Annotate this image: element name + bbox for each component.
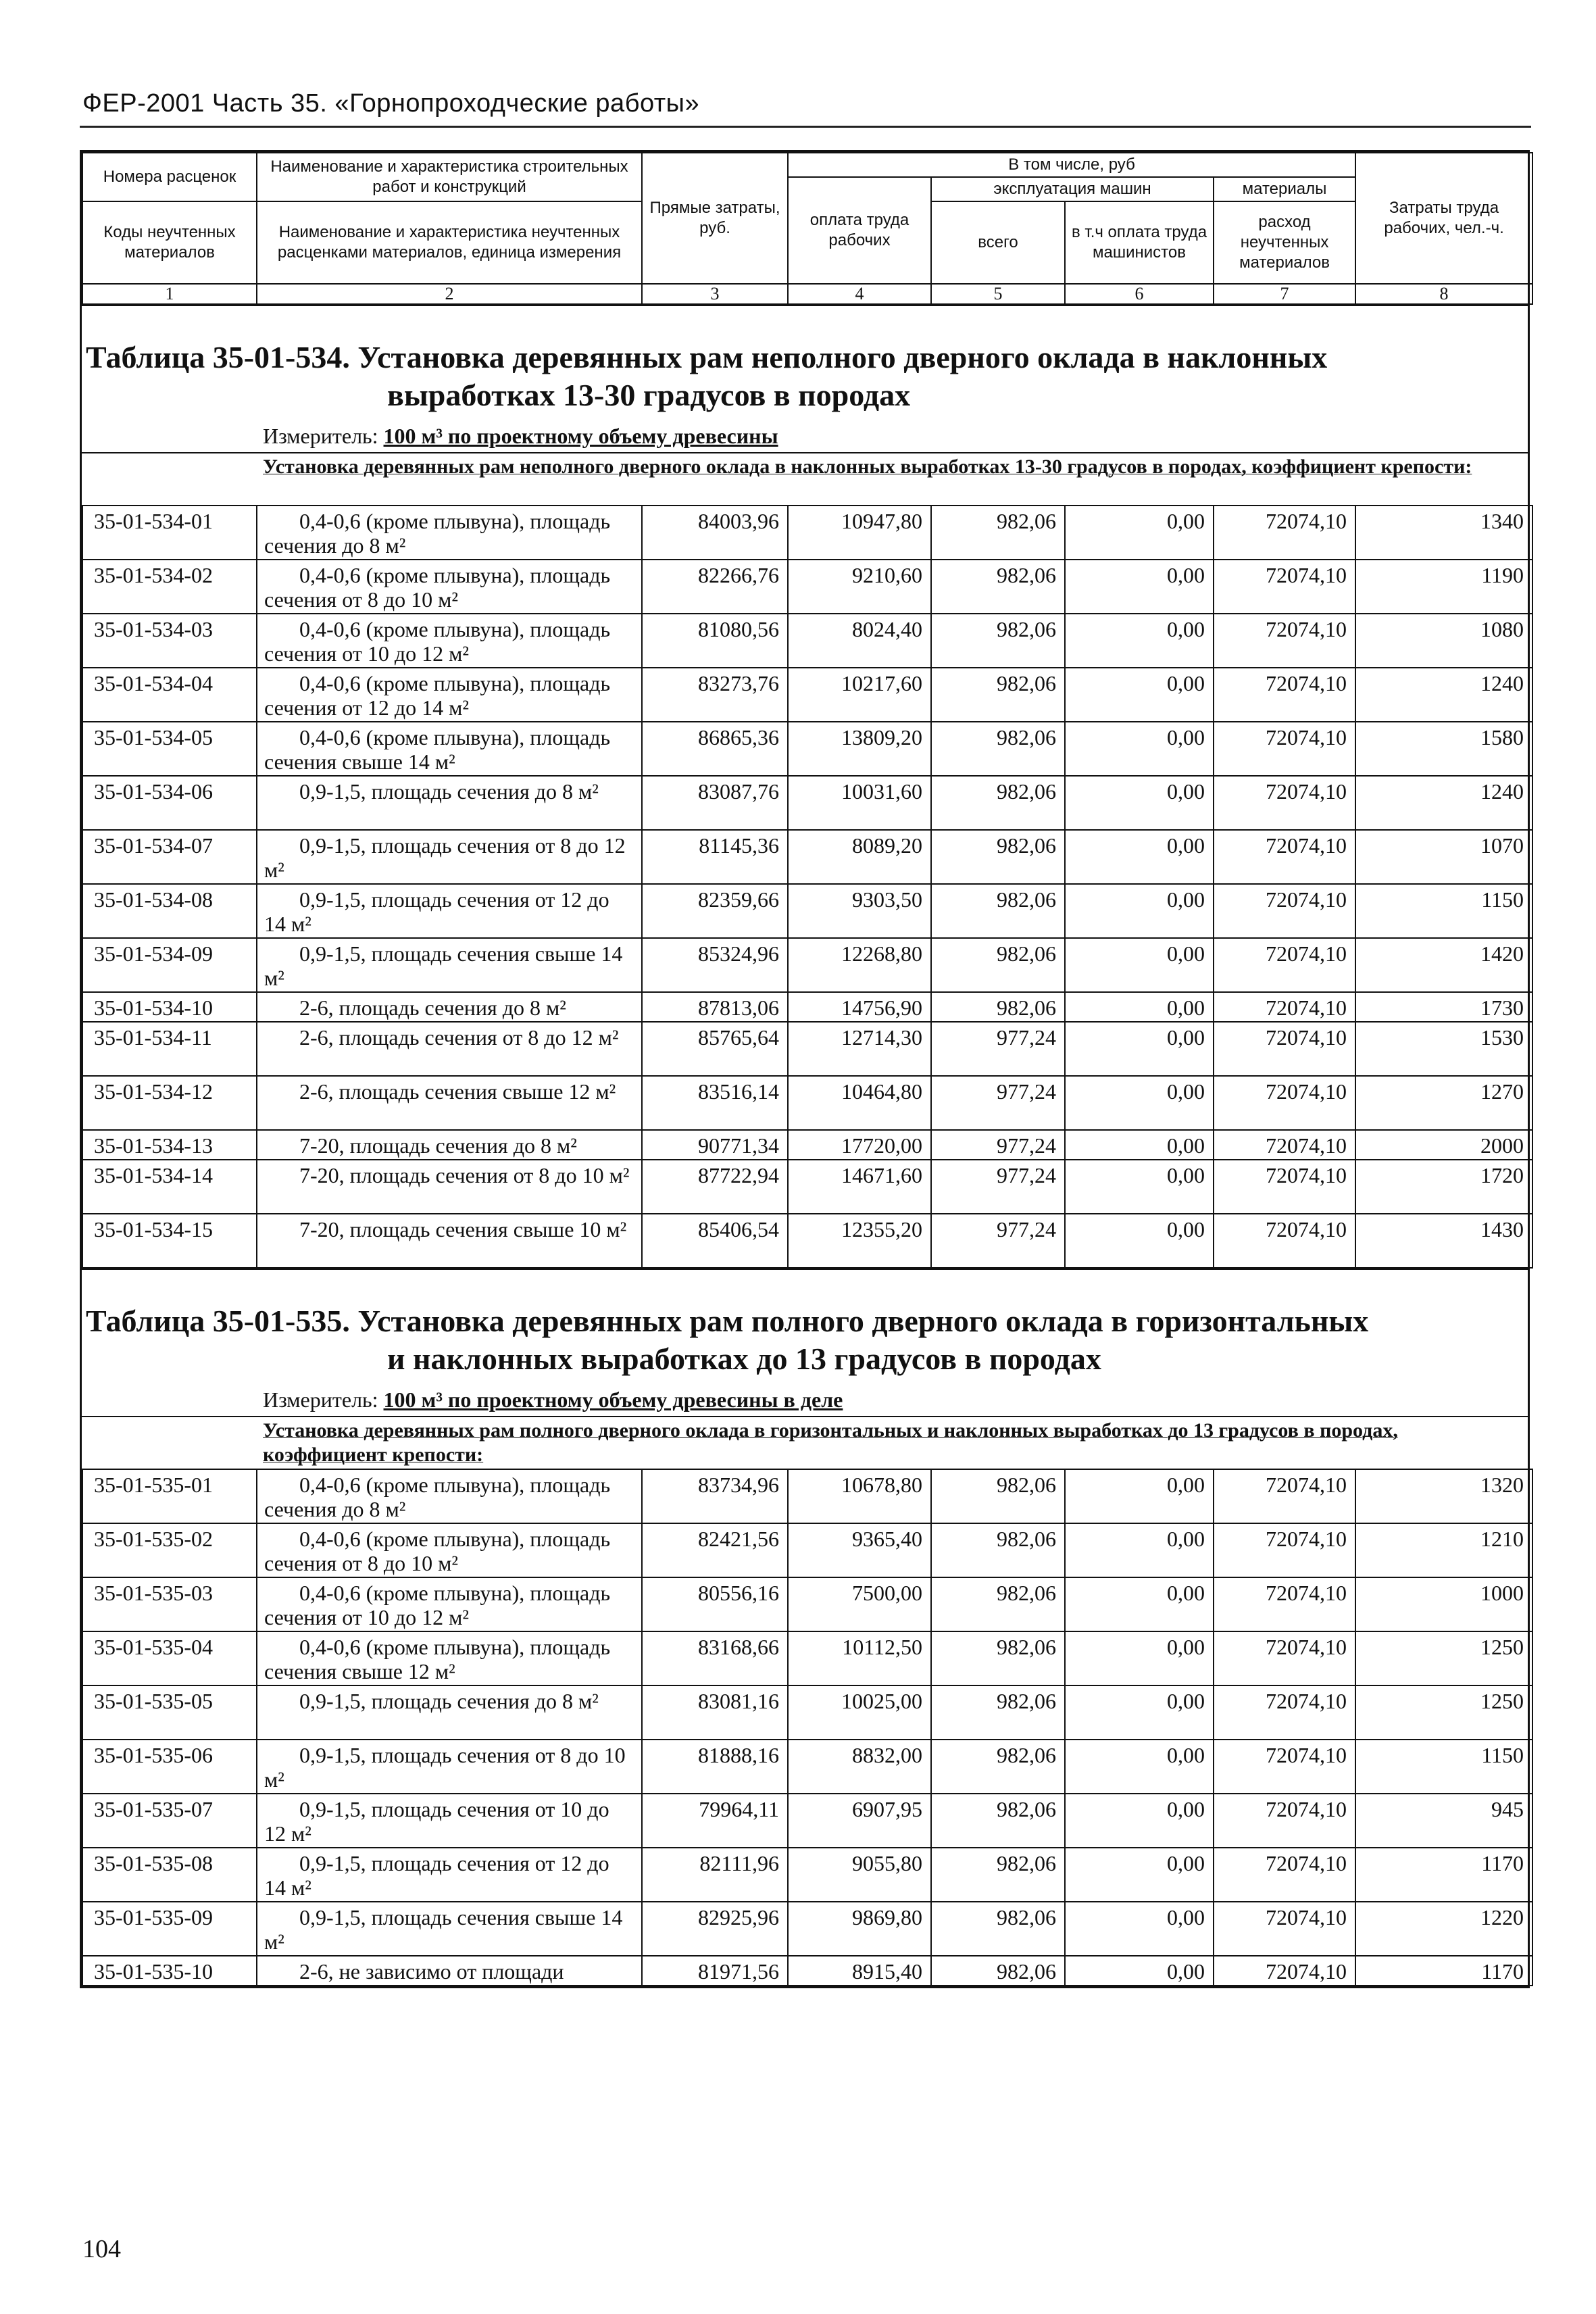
- rate-code: 35-01-534-12: [82, 1076, 257, 1130]
- work-name: [257, 830, 642, 884]
- running-head: ФЕР-2001 Часть 35. «Горнопроходческие работы»: [82, 89, 700, 118]
- header-labor-hours: Затраты труда рабочих, чел.-ч.: [1355, 153, 1532, 284]
- header-rule: [80, 126, 1531, 128]
- material-cost: 72074,10: [1214, 1160, 1355, 1214]
- rate-table: [82, 1269, 1528, 1986]
- labor-hours: 1320: [1355, 1469, 1532, 1523]
- header-materials: материалы: [1214, 177, 1355, 201]
- work-name: [257, 614, 642, 668]
- table-row: [82, 1956, 1532, 1986]
- labor-hours: 1080: [1355, 614, 1532, 668]
- worker-pay: 6907,95: [788, 1794, 931, 1848]
- material-cost: 72074,10: [1214, 560, 1355, 614]
- labor-hours: 1420: [1355, 938, 1532, 992]
- material-cost: 72074,10: [1214, 1469, 1355, 1523]
- machine-cost: 982,06: [931, 1631, 1065, 1685]
- direct-cost: 81080,56: [642, 614, 788, 668]
- rate-code: 35-01-534-15: [82, 1214, 257, 1268]
- work-name: [257, 1848, 642, 1902]
- labor-hours: 1150: [1355, 1740, 1532, 1794]
- direct-cost: 81888,16: [642, 1740, 788, 1794]
- header-machines-total: всего: [931, 201, 1065, 284]
- material-cost: 72074,10: [1214, 668, 1355, 722]
- direct-cost: 86865,36: [642, 722, 788, 776]
- driver-pay: 0,00: [1065, 1685, 1214, 1740]
- material-cost: 72074,10: [1214, 1022, 1355, 1076]
- labor-hours: 1240: [1355, 668, 1532, 722]
- material-cost: 72074,10: [1214, 1740, 1355, 1794]
- worker-pay: 10031,60: [788, 776, 931, 830]
- column-number: 3: [642, 284, 788, 304]
- worker-pay: 13809,20: [788, 722, 931, 776]
- material-cost: 72074,10: [1214, 1214, 1355, 1268]
- table-row: [82, 1794, 1532, 1848]
- driver-pay: 0,00: [1065, 1130, 1214, 1160]
- machine-cost: 982,06: [931, 1685, 1065, 1740]
- labor-hours: 1170: [1355, 1848, 1532, 1902]
- driver-pay: 0,00: [1065, 938, 1214, 992]
- worker-pay: 10217,60: [788, 668, 931, 722]
- table-row: [82, 1631, 1532, 1685]
- driver-pay: 0,00: [1065, 1076, 1214, 1130]
- work-name: [257, 1956, 642, 1986]
- direct-cost: 80556,16: [642, 1577, 788, 1631]
- material-cost: 72074,10: [1214, 992, 1355, 1022]
- work-name-text: 0,9-1,5, площадь сечения до 8 м²: [299, 779, 599, 804]
- table-row: [82, 1076, 1532, 1130]
- work-name: [257, 938, 642, 992]
- header-material-usage: расход неучтенных материалов: [1214, 201, 1355, 284]
- worker-pay: 8089,20: [788, 830, 931, 884]
- rate-code: 35-01-534-14: [82, 1160, 257, 1214]
- table-row: [82, 938, 1532, 992]
- worker-pay: 14671,60: [788, 1160, 931, 1214]
- column-number: 5: [931, 284, 1065, 304]
- worker-pay: 8915,40: [788, 1956, 931, 1986]
- work-name: [257, 1214, 642, 1268]
- work-name: [257, 1130, 642, 1160]
- work-name: [257, 1902, 642, 1956]
- driver-pay: 0,00: [1065, 1794, 1214, 1848]
- work-name: [257, 722, 642, 776]
- labor-hours: 1340: [1355, 506, 1532, 560]
- rate-code: 35-01-535-05: [82, 1685, 257, 1740]
- labor-hours: 1220: [1355, 1902, 1532, 1956]
- driver-pay: 0,00: [1065, 776, 1214, 830]
- work-name: [257, 1577, 642, 1631]
- driver-pay: 0,00: [1065, 1631, 1214, 1685]
- machine-cost: 982,06: [931, 668, 1065, 722]
- material-cost: 72074,10: [1214, 1794, 1355, 1848]
- work-name-text: 7-20, площадь сечения от 8 до 10 м²: [299, 1163, 630, 1187]
- work-name-text: 0,9-1,5, площадь сечения до 8 м²: [299, 1689, 599, 1713]
- labor-hours: 1250: [1355, 1685, 1532, 1740]
- driver-pay: 0,00: [1065, 1469, 1214, 1523]
- labor-hours: 1270: [1355, 1076, 1532, 1130]
- worker-pay: 10112,50: [788, 1631, 931, 1685]
- rate-code: 35-01-535-08: [82, 1848, 257, 1902]
- material-cost: 72074,10: [1214, 776, 1355, 830]
- machine-cost: 977,24: [931, 1076, 1065, 1130]
- machine-cost: 982,06: [931, 1523, 1065, 1577]
- table-row: [82, 1214, 1532, 1268]
- direct-cost: 87722,94: [642, 1160, 788, 1214]
- machine-cost: 982,06: [931, 722, 1065, 776]
- rate-code: 35-01-534-09: [82, 938, 257, 992]
- direct-cost: 83516,14: [642, 1076, 788, 1130]
- header-machines: эксплуатация машин: [931, 177, 1214, 201]
- table-caption-line: Таблица 35-01-535. Установка деревянных рам полного дверного оклада в горизонтальных: [86, 1304, 1369, 1338]
- rate-code: 35-01-534-01: [82, 506, 257, 560]
- driver-pay: 0,00: [1065, 830, 1214, 884]
- work-name: [257, 1469, 642, 1523]
- worker-pay: 9055,80: [788, 1848, 931, 1902]
- worker-pay: 9869,80: [788, 1902, 931, 1956]
- rate-code: 35-01-534-05: [82, 722, 257, 776]
- direct-cost: 81971,56: [642, 1956, 788, 1986]
- table-row: [82, 1848, 1532, 1902]
- work-name-text: 0,4-0,6 (кроме плывуна), площадь сечения от 10 до 12 м²: [264, 617, 611, 666]
- labor-hours: 1720: [1355, 1160, 1532, 1214]
- material-cost: 72074,10: [1214, 506, 1355, 560]
- column-number: 6: [1065, 284, 1214, 304]
- driver-pay: 0,00: [1065, 1214, 1214, 1268]
- direct-cost: 90771,34: [642, 1130, 788, 1160]
- labor-hours: 1210: [1355, 1523, 1532, 1577]
- material-cost: 72074,10: [1214, 722, 1355, 776]
- worker-pay: 7500,00: [788, 1577, 931, 1631]
- rate-table: [82, 305, 1528, 1269]
- rate-code: 35-01-534-08: [82, 884, 257, 938]
- driver-pay: 0,00: [1065, 1022, 1214, 1076]
- group-title: Установка деревянных рам полного дверного оклада в горизонтальных и наклонных выработках до 13 градусов в породах, коэффициент крепости:: [263, 1419, 1398, 1466]
- work-name-text: 2-6, площадь сечения свыше 12 м²: [299, 1079, 616, 1104]
- header-codes-top: Номера расценок: [82, 153, 257, 201]
- table-row: [82, 992, 1532, 1022]
- rate-code: 35-01-534-04: [82, 668, 257, 722]
- work-name-text: 0,4-0,6 (кроме плывуна), площадь сечения свыше 12 м²: [264, 1635, 611, 1683]
- material-cost: 72074,10: [1214, 1902, 1355, 1956]
- driver-pay: 0,00: [1065, 506, 1214, 560]
- labor-hours: 1170: [1355, 1956, 1532, 1986]
- material-cost: 72074,10: [1214, 1130, 1355, 1160]
- material-cost: 72074,10: [1214, 1848, 1355, 1902]
- table-row: [82, 884, 1532, 938]
- direct-cost: 81145,36: [642, 830, 788, 884]
- material-cost: 72074,10: [1214, 1523, 1355, 1577]
- rate-code: 35-01-535-06: [82, 1740, 257, 1794]
- table-row: [82, 1160, 1532, 1214]
- worker-pay: 9365,40: [788, 1523, 931, 1577]
- column-number: 2: [257, 284, 642, 304]
- meter-value: 100 м³ по проектному объему древесины в деле: [383, 1387, 843, 1412]
- worker-pay: 12268,80: [788, 938, 931, 992]
- direct-cost: 83168,66: [642, 1631, 788, 1685]
- driver-pay: 0,00: [1065, 1577, 1214, 1631]
- column-number: 8: [1355, 284, 1532, 304]
- material-cost: 72074,10: [1214, 614, 1355, 668]
- material-cost: 72074,10: [1214, 1076, 1355, 1130]
- material-cost: 72074,10: [1214, 830, 1355, 884]
- machine-cost: 977,24: [931, 1214, 1065, 1268]
- table-row: [82, 776, 1532, 830]
- table-meter: [82, 414, 1528, 453]
- direct-cost: 82266,76: [642, 560, 788, 614]
- rate-code: 35-01-535-10: [82, 1956, 257, 1986]
- rate-code: 35-01-535-04: [82, 1631, 257, 1685]
- rates-sheet: [80, 150, 1530, 1988]
- machine-cost: 982,06: [931, 1469, 1065, 1523]
- rate-code: 35-01-534-13: [82, 1130, 257, 1160]
- worker-pay: 10464,80: [788, 1076, 931, 1130]
- labor-hours: 1530: [1355, 1022, 1532, 1076]
- table-row: [82, 668, 1532, 722]
- direct-cost: 85765,64: [642, 1022, 788, 1076]
- direct-cost: 82421,56: [642, 1523, 788, 1577]
- table-row: [82, 830, 1532, 884]
- worker-pay: 10947,80: [788, 506, 931, 560]
- machine-cost: 982,06: [931, 1577, 1065, 1631]
- table-row: [82, 1685, 1532, 1740]
- rate-code: 35-01-534-07: [82, 830, 257, 884]
- work-name: [257, 668, 642, 722]
- work-name-text: 0,4-0,6 (кроме плывуна), площадь сечения от 8 до 10 м²: [264, 563, 611, 612]
- column-number: 1: [82, 284, 257, 304]
- driver-pay: 0,00: [1065, 722, 1214, 776]
- material-cost: 72074,10: [1214, 1685, 1355, 1740]
- direct-cost: 83081,16: [642, 1685, 788, 1740]
- meter-label: Измеритель:: [263, 424, 378, 448]
- work-name: [257, 1794, 642, 1848]
- rate-code: 35-01-535-02: [82, 1523, 257, 1577]
- labor-hours: 1250: [1355, 1631, 1532, 1685]
- machine-cost: 977,24: [931, 1022, 1065, 1076]
- labor-hours: 1190: [1355, 560, 1532, 614]
- table-meter: [82, 1378, 1528, 1417]
- machine-cost: 982,06: [931, 1848, 1065, 1902]
- rate-code: 35-01-534-10: [82, 992, 257, 1022]
- table-caption-line: Таблица 35-01-534. Установка деревянных рам неполного дверного оклада в наклонных: [86, 340, 1328, 374]
- direct-cost: 83087,76: [642, 776, 788, 830]
- column-number: 7: [1214, 284, 1355, 304]
- direct-cost: 85406,54: [642, 1214, 788, 1268]
- worker-pay: 9210,60: [788, 560, 931, 614]
- rate-rows: [82, 505, 1533, 1269]
- driver-pay: 0,00: [1065, 992, 1214, 1022]
- column-number: 4: [788, 284, 931, 304]
- machine-cost: 982,06: [931, 884, 1065, 938]
- machine-cost: 982,06: [931, 560, 1065, 614]
- work-name-text: 0,4-0,6 (кроме плывуна), площадь сечения до 8 м²: [264, 509, 611, 558]
- machine-cost: 977,24: [931, 1130, 1065, 1160]
- work-name: [257, 1076, 642, 1130]
- work-name: [257, 992, 642, 1022]
- work-name-text: 0,9-1,5, площадь сечения свыше 14 м²: [264, 941, 623, 990]
- table-row: [82, 1022, 1532, 1076]
- work-name: [257, 1022, 642, 1076]
- work-name-text: 0,9-1,5, площадь сечения от 12 до 14 м²: [264, 1851, 609, 1900]
- table-row: [82, 1469, 1532, 1523]
- work-name-text: 0,4-0,6 (кроме плывуна), площадь сечения от 12 до 14 м²: [264, 671, 611, 720]
- table-row: [82, 1523, 1532, 1577]
- work-name: [257, 1631, 642, 1685]
- driver-pay: 0,00: [1065, 668, 1214, 722]
- material-cost: 72074,10: [1214, 884, 1355, 938]
- work-name: [257, 506, 642, 560]
- worker-pay: 8024,40: [788, 614, 931, 668]
- worker-pay: 9303,50: [788, 884, 931, 938]
- header-name-bottom: Наименование и характеристика неучтенных расценками материалов, единица измерения: [257, 201, 642, 284]
- labor-hours: 1730: [1355, 992, 1532, 1022]
- worker-pay: 10678,80: [788, 1469, 931, 1523]
- work-name: [257, 1740, 642, 1794]
- worker-pay: 8832,00: [788, 1740, 931, 1794]
- header-direct-costs: Прямые затраты, руб.: [642, 153, 788, 284]
- worker-pay: 17720,00: [788, 1130, 931, 1160]
- header-driver-pay: в т.ч оплата труда машинистов: [1065, 201, 1214, 284]
- driver-pay: 0,00: [1065, 1902, 1214, 1956]
- meter-label: Измеритель:: [263, 1387, 378, 1412]
- rate-code: 35-01-535-07: [82, 1794, 257, 1848]
- meter-value: 100 м³ по проектному объему древесины: [383, 424, 778, 448]
- driver-pay: 0,00: [1065, 884, 1214, 938]
- column-header: [82, 152, 1533, 305]
- machine-cost: 982,06: [931, 1902, 1065, 1956]
- rate-code: 35-01-534-11: [82, 1022, 257, 1076]
- rate-rows: [82, 1469, 1533, 1986]
- direct-cost: 83734,96: [642, 1469, 788, 1523]
- work-name-text: 0,9-1,5, площадь сечения от 12 до 14 м²: [264, 887, 609, 936]
- labor-hours: 1000: [1355, 1577, 1532, 1631]
- work-name-text: 7-20, площадь сечения свыше 10 м²: [299, 1217, 627, 1241]
- labor-hours: 1150: [1355, 884, 1532, 938]
- page-number: 104: [82, 2235, 121, 2263]
- driver-pay: 0,00: [1065, 1740, 1214, 1794]
- direct-cost: 83273,76: [642, 668, 788, 722]
- work-name-text: 0,9-1,5, площадь сечения от 8 до 12 м²: [264, 833, 626, 882]
- direct-cost: 84003,96: [642, 506, 788, 560]
- driver-pay: 0,00: [1065, 1956, 1214, 1986]
- header-name-top: Наименование и характеристика строительных работ и конструкций: [257, 153, 642, 201]
- direct-cost: 82925,96: [642, 1902, 788, 1956]
- work-name: [257, 776, 642, 830]
- table-row: [82, 506, 1532, 560]
- worker-pay: 10025,00: [788, 1685, 931, 1740]
- labor-hours: 945: [1355, 1794, 1532, 1848]
- column-numbers: [82, 284, 1532, 304]
- labor-hours: 1240: [1355, 776, 1532, 830]
- rate-code: 35-01-535-09: [82, 1902, 257, 1956]
- table-row: [82, 1902, 1532, 1956]
- table-row: [82, 1130, 1532, 1160]
- machine-cost: 982,06: [931, 830, 1065, 884]
- machine-cost: 982,06: [931, 1740, 1065, 1794]
- work-name-text: 0,4-0,6 (кроме плывуна), площадь сечения от 10 до 12 м²: [264, 1581, 611, 1629]
- table-row: [82, 614, 1532, 668]
- driver-pay: 0,00: [1065, 1523, 1214, 1577]
- table-row: [82, 560, 1532, 614]
- table-row: [82, 1740, 1532, 1794]
- header-in-total: В том числе, руб: [788, 153, 1355, 177]
- work-name-text: 0,9-1,5, площадь сечения от 10 до 12 м²: [264, 1797, 609, 1846]
- rate-tables: [82, 305, 1528, 1986]
- driver-pay: 0,00: [1065, 1848, 1214, 1902]
- rate-code: 35-01-535-03: [82, 1577, 257, 1631]
- driver-pay: 0,00: [1065, 1160, 1214, 1214]
- labor-hours: 1070: [1355, 830, 1532, 884]
- work-name-text: 7-20, площадь сечения до 8 м²: [299, 1133, 577, 1158]
- header-worker-pay: оплата труда рабочих: [788, 177, 931, 284]
- direct-cost: 79964,11: [642, 1794, 788, 1848]
- rate-code: 35-01-534-06: [82, 776, 257, 830]
- work-name: [257, 1160, 642, 1214]
- work-name: [257, 884, 642, 938]
- header-codes-bottom: Коды неучтенных материалов: [82, 201, 257, 284]
- direct-cost: 82111,96: [642, 1848, 788, 1902]
- work-name-text: 0,9-1,5, площадь сечения свыше 14 м²: [264, 1905, 623, 1954]
- material-cost: 72074,10: [1214, 1577, 1355, 1631]
- machine-cost: 982,06: [931, 1794, 1065, 1848]
- work-name: [257, 560, 642, 614]
- material-cost: 72074,10: [1214, 1956, 1355, 1986]
- table-caption: [82, 1270, 1528, 1378]
- work-name: [257, 1685, 642, 1740]
- table-row: [82, 722, 1532, 776]
- rate-code: 35-01-534-03: [82, 614, 257, 668]
- machine-cost: 982,06: [931, 614, 1065, 668]
- material-cost: 72074,10: [1214, 1631, 1355, 1685]
- machine-cost: 982,06: [931, 938, 1065, 992]
- work-name-text: 0,4-0,6 (кроме плывуна), площадь сечения от 8 до 10 м²: [264, 1527, 611, 1575]
- machine-cost: 982,06: [931, 1956, 1065, 1986]
- work-name-text: 2-6, площадь сечения от 8 до 12 м²: [299, 1025, 619, 1050]
- table-caption-line: выработках 13-30 градусов в породах: [387, 378, 911, 412]
- worker-pay: 12355,20: [788, 1214, 931, 1268]
- rate-code: 35-01-535-01: [82, 1469, 257, 1523]
- material-cost: 72074,10: [1214, 938, 1355, 992]
- worker-pay: 12714,30: [788, 1022, 931, 1076]
- work-name: [257, 1523, 642, 1577]
- work-name-text: 0,4-0,6 (кроме плывуна), площадь сечения свыше 14 м²: [264, 725, 611, 774]
- rate-code: 35-01-534-02: [82, 560, 257, 614]
- direct-cost: 87813,06: [642, 992, 788, 1022]
- machine-cost: 982,06: [931, 776, 1065, 830]
- machine-cost: 977,24: [931, 1160, 1065, 1214]
- labor-hours: 1430: [1355, 1214, 1532, 1268]
- table-caption-line: и наклонных выработках до 13 градусов в породах: [387, 1341, 1101, 1376]
- direct-cost: 85324,96: [642, 938, 788, 992]
- work-name-text: 0,4-0,6 (кроме плывуна), площадь сечения до 8 м²: [264, 1473, 611, 1521]
- labor-hours: 1580: [1355, 722, 1532, 776]
- driver-pay: 0,00: [1065, 560, 1214, 614]
- direct-cost: 82359,66: [642, 884, 788, 938]
- work-name-text: 2-6, площадь сечения до 8 м²: [299, 995, 566, 1020]
- labor-hours: 2000: [1355, 1130, 1532, 1160]
- table-caption: [82, 306, 1528, 414]
- group-title: Установка деревянных рам неполного дверного оклада в наклонных выработках 13-30 градусов в породах, коэффициент крепости:: [263, 456, 1472, 478]
- machine-cost: 982,06: [931, 992, 1065, 1022]
- machine-cost: 982,06: [931, 506, 1065, 560]
- worker-pay: 14756,90: [788, 992, 931, 1022]
- work-name-text: 0,9-1,5, площадь сечения от 8 до 10 м²: [264, 1743, 626, 1792]
- driver-pay: 0,00: [1065, 614, 1214, 668]
- work-name-text: 2-6, не зависимо от площади: [299, 1959, 564, 1984]
- table-row: [82, 1577, 1532, 1631]
